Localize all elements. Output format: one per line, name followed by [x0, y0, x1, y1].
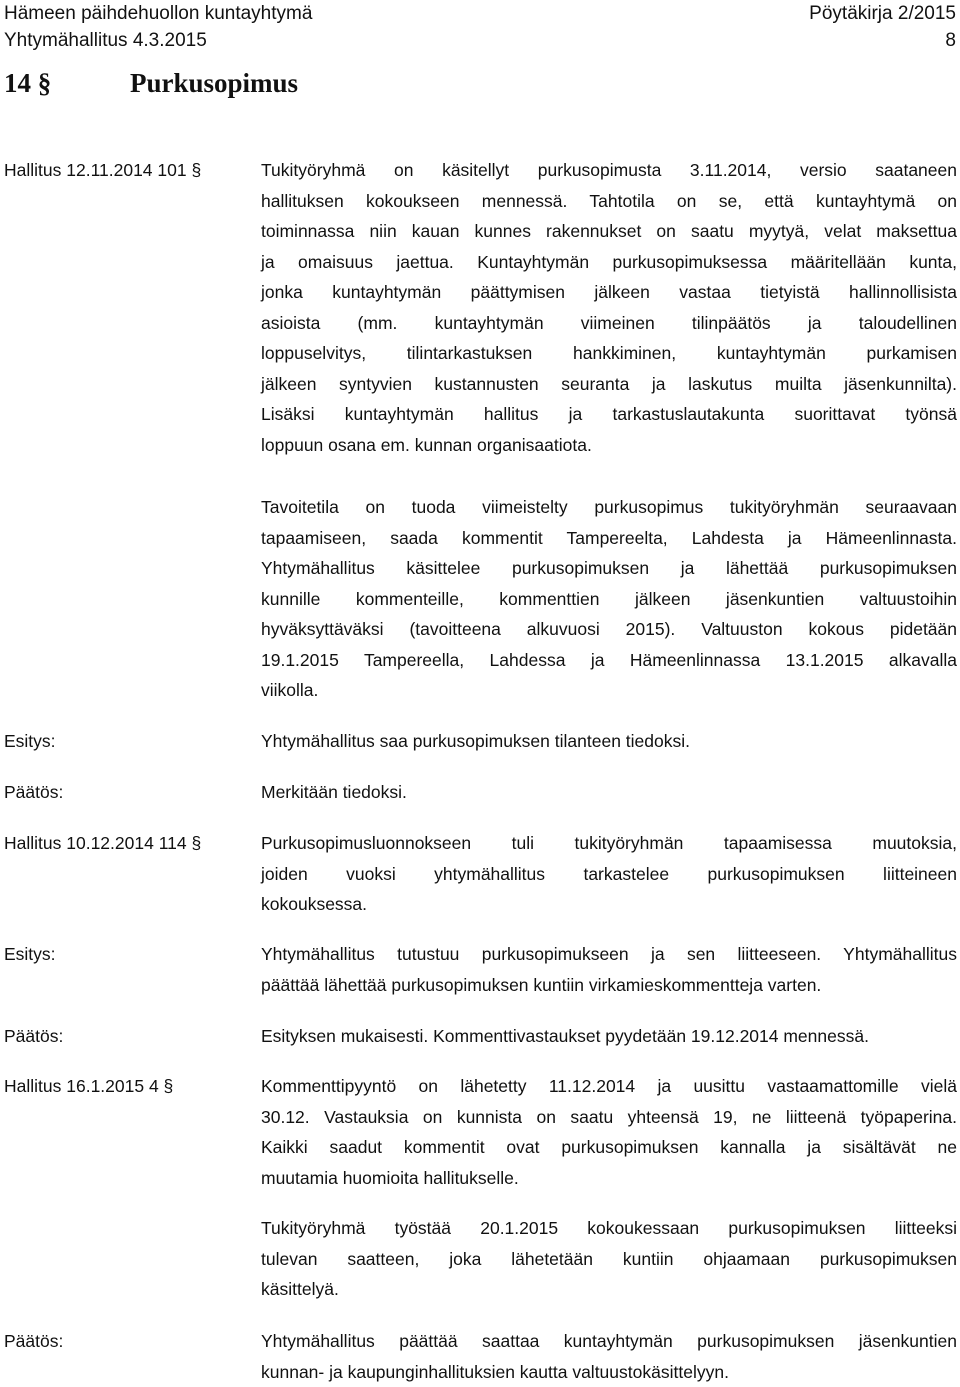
- header-page-number: 8: [945, 29, 956, 53]
- section-heading: [4, 66, 298, 100]
- entry-3-paragraph-b: [261, 1213, 957, 1305]
- esitys-label: Esitys:: [4, 939, 56, 969]
- paragraph-line: Kaikki saadut kommentit ovat purkusopimuksen kannalla ja sisältävät ne: [261, 1132, 957, 1163]
- paatos-text: kunnan- ja kaupunginhallituksien kautta valtuustokäsittelyyn.: [261, 1357, 957, 1387]
- section-title: Purkusopimus: [130, 68, 298, 98]
- paragraph-line: jonka kuntayhtymän päättymisen jälkeen vastaa tietyistä hallinnollisista: [261, 277, 957, 308]
- paragraph-line: 19.1.2015 Tampereella, Lahdessa ja Hämeenlinnassa 13.1.2015 alkavalla: [261, 645, 957, 676]
- entry-3-paragraph-a: [261, 1071, 957, 1193]
- paragraph-line: tulevan saatteen, joka lähetetään kuntiin ohjaamaan purkusopimuksen: [261, 1244, 957, 1275]
- paragraph-line: Purkusopimusluonnokseen tuli tukityöryhmän tapaamisessa muutoksia,: [261, 828, 957, 859]
- entry-2-paragraph: [261, 828, 957, 920]
- paragraph-line: Kommenttipyyntö on lähetetty 11.12.2014 ja uusittu vastaamattomille vielä: [261, 1071, 957, 1102]
- entry-2-paatos: [261, 1021, 957, 1052]
- entry-label-hallitus-16-1-2015: Hallitus 16.1.2015 4 §: [4, 1071, 173, 1101]
- paragraph-line: kunnille kommenteille, kommenttien jälkeen jäsenkuntien valtuustoihin: [261, 584, 957, 615]
- paragraph-line: Lisäksi kuntayhtymän hallitus ja tarkastuslautakunta suorittavat työnsä: [261, 399, 957, 430]
- paragraph-line: kokouksessa.: [261, 889, 957, 920]
- paragraph-line: 30.12. Vastauksia on kunnista on saatu yhteensä 19, ne liitteenä työpaperina.: [261, 1102, 957, 1133]
- entry-1-paragraph-b: [261, 492, 957, 706]
- header-meeting: Yhtymähallitus 4.3.2015: [4, 29, 207, 53]
- paragraph-line: Yhtymähallitus käsittelee purkusopimuksen ja lähettää purkusopimuksen: [261, 553, 957, 584]
- paatos-label: Päätös:: [4, 1326, 63, 1356]
- paragraph-line: loppuun osana em. kunnan organisaatiota.: [261, 430, 957, 461]
- paatos-text: Esityksen mukaisesti. Kommenttivastaukset pyydetään 19.12.2014 mennessä.: [261, 1021, 957, 1052]
- esitys-text: Yhtymähallitus saa purkusopimuksen tilanteen tiedoksi.: [261, 726, 957, 757]
- paragraph-line: jälkeen syntyvien kustannusten seuranta ja laskutus muilta jäsenkunnilta).: [261, 369, 957, 400]
- paragraph-line: muutamia huomioita hallitukselle.: [261, 1163, 957, 1194]
- header-organization: Hämeen päihdehuollon kuntayhtymä: [4, 2, 312, 26]
- paragraph-line: käsittelyä.: [261, 1274, 957, 1305]
- entry-1-paragraph-a: [261, 155, 957, 460]
- entry-label-hallitus-12-11-2014: Hallitus 12.11.2014 101 §: [4, 155, 201, 185]
- header-document-id: Pöytäkirja 2/2015: [809, 2, 956, 26]
- paragraph-line: asioista (mm. kuntayhtymän viimeinen tilinpäätös ja taloudellinen: [261, 308, 957, 339]
- paragraph-line: hyväksyttäväksi (tavoitteena alkuvuosi 2015). Valtuuston kokous pidetään: [261, 614, 957, 645]
- entry-1-esitys: [261, 726, 957, 757]
- section-number: 14 §: [4, 66, 130, 100]
- entry-3-paatos: [261, 1326, 957, 1387]
- paragraph-line: toiminnassa niin kauan kunnes rakennukset on saatu myytyä, velat maksettua: [261, 216, 957, 247]
- paatos-text: Merkitään tiedoksi.: [261, 777, 957, 808]
- paatos-label: Päätös:: [4, 777, 63, 807]
- entry-label-hallitus-10-12-2014: Hallitus 10.12.2014 114 §: [4, 828, 201, 858]
- paatos-label: Päätös:: [4, 1021, 63, 1051]
- paragraph-line: tapaamiseen, saada kommentit Tampereelta, Lahdesta ja Hämeenlinnasta.: [261, 523, 957, 554]
- paragraph-line: Tukityöryhmä työstää 20.1.2015 kokoukessaan purkusopimuksen liitteeksi: [261, 1213, 957, 1244]
- entry-2-esitys: [261, 939, 957, 1000]
- paragraph-line: Tavoitetila on tuoda viimeistelty purkusopimus tukityöryhmän seuraavaan: [261, 492, 957, 523]
- paragraph-line: ja omaisuus jaettua. Kuntayhtymän purkusopimuksessa määritellään kunta,: [261, 247, 957, 278]
- paragraph-line: loppuselvitys, tilintarkastuksen hankkiminen, kuntayhtymän purkamisen: [261, 338, 957, 369]
- paragraph-line: hallituksen kokoukseen mennessä. Tahtotila on se, että kuntayhtymä on: [261, 186, 957, 217]
- esitys-text: päättää lähettää purkusopimuksen kuntiin virkamieskommentteja varten.: [261, 970, 957, 1001]
- paragraph-line: joiden vuoksi yhtymähallitus tarkastelee purkusopimuksen liitteineen: [261, 859, 957, 890]
- entry-1-paatos: [261, 777, 957, 808]
- esitys-text: Yhtymähallitus tutustuu purkusopimukseen ja sen liitteeseen. Yhtymähallitus: [261, 939, 957, 970]
- esitys-label: Esitys:: [4, 726, 56, 756]
- paragraph-line: viikolla.: [261, 675, 957, 706]
- paatos-text: Yhtymähallitus päättää saattaa kuntayhtymän purkusopimuksen jäsenkuntien: [261, 1326, 957, 1357]
- paragraph-line: Tukityöryhmä on käsitellyt purkusopimusta 3.11.2014, versio saataneen: [261, 155, 957, 186]
